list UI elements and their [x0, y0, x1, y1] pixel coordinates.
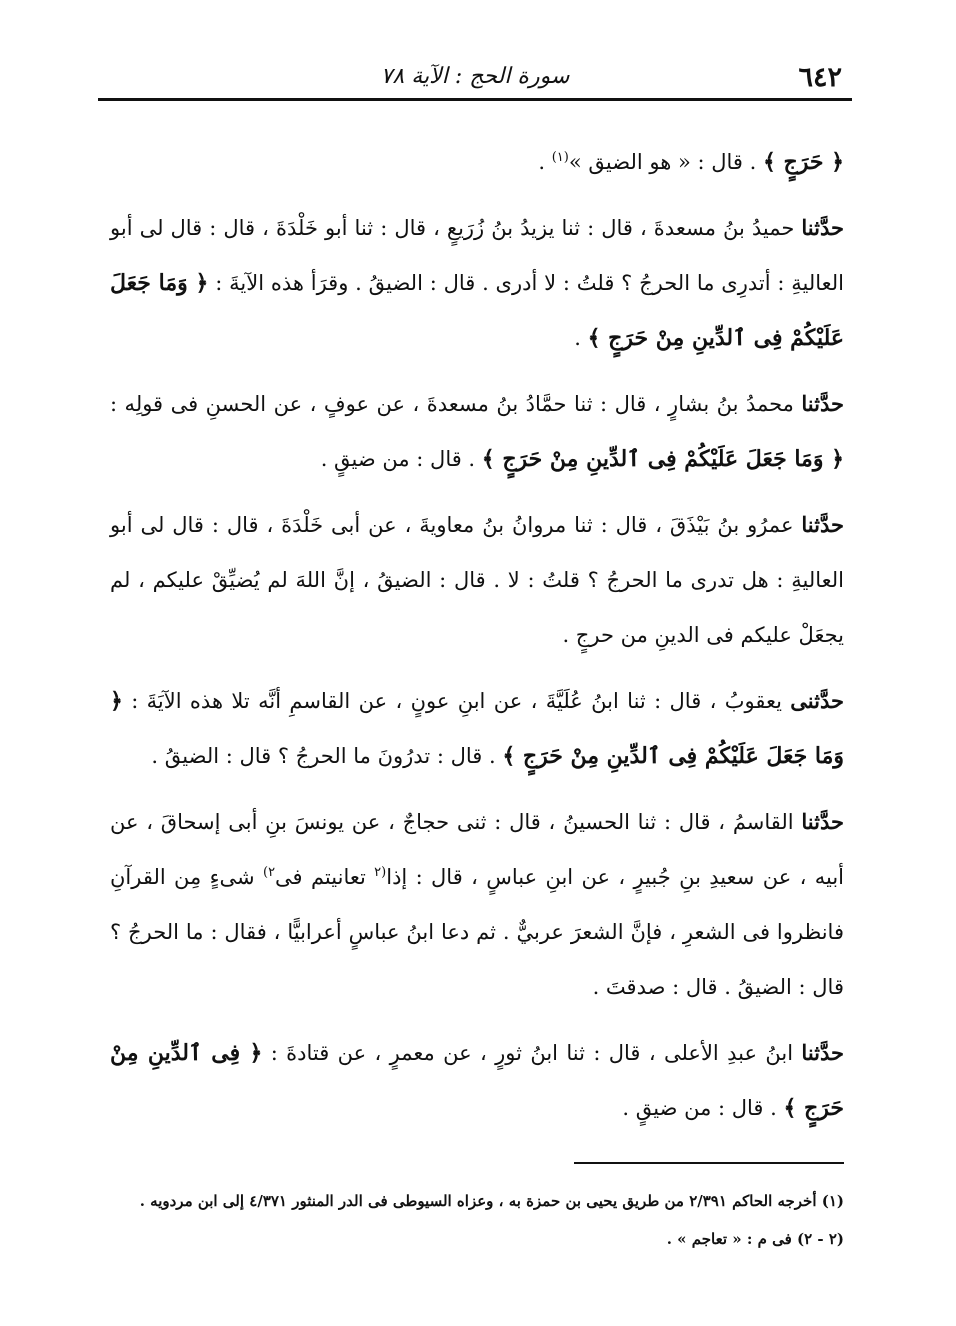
- paragraph-text: عمرُو بنُ بَيْذَقَ ، قال : ثنا مروانُ بنُ معاويةَ ، عن أبى خَلْدَةَ ، قال : قال لى أبو العاليةِ : هل تدرى ما الحرجُ ؟ قلتُ : لا . قال : الضيقُ ، إنَّ اللهَ لم يُضيِّقْ عليكم ، لم يجعَلْ عليكم فى الدينِ من حرجٍ .: [110, 513, 844, 647]
- paragraph-0: [110, 135, 844, 190]
- footnote-ref-2-start: (٢: [374, 865, 387, 880]
- quran-quote: ﴿ وَمَا جَعَلَ عَلَيْكُمْ فِى ٱلدِّينِ مِنْ حَرَجٍ ﴾: [110, 688, 844, 769]
- paragraph-text: حميدُ بنُ مسعدةَ ، قال : ثنا يزيدُ بنُ زُرَيعٍ ، قال : ثنا أبو خَلْدَةَ ، قال : قال لى أبو العاليةِ : أتدرِى ما الحرجُ ؟ قلتُ : لا أدرى . قال : الضيقُ . وقرَأ هذه الآيةَ :: [110, 216, 844, 295]
- footnote-ref-1: (١): [551, 150, 569, 165]
- running-title: سورة الحج : الآية ٧٨: [380, 64, 570, 89]
- paragraph-text-end: شىءٍ مِن القرآنِ فانظروا فى الشعرِ ، فإنَّ الشعرَ عربيٌّ . ثم دعا ابنُ عباسٍ أعرابيًّا ، فقال : ما الحرجُ ؟ قال : الضيقُ . قال : صدقتَ .: [110, 865, 844, 999]
- isnad-lead: حدَّثنا: [801, 391, 844, 416]
- paragraph-3: [110, 497, 844, 663]
- paragraph-2: [110, 376, 844, 487]
- footnote-2: (٢ - ٢) فى م : « تعاجم » .: [666, 1230, 844, 1248]
- paragraph-6: [110, 1025, 844, 1136]
- isnad-lead: حدَّثنا: [801, 1040, 845, 1065]
- paragraph-text-end: . قال : من ضيقٍ .: [320, 447, 482, 471]
- paragraph-text-end: . قال : تدرُونَ ما الحرجُ ؟ قال : الضيقُ .: [151, 744, 503, 768]
- isnad-lead: حدَّثنى: [790, 688, 844, 713]
- main-text: [110, 135, 844, 1136]
- paragraph-text-end: .: [574, 326, 588, 350]
- paragraph-text-end: .: [538, 150, 552, 174]
- paragraph-text: . قال : « هو الضيق »: [568, 150, 763, 174]
- paragraph-text: يعقوبُ ، قال : ثنا ابنُ عُلَيَّةَ ، عن ابنِ عونٍ ، عن القاسمِ أنَّه تلا هذه الآيَةَ :: [122, 689, 791, 713]
- isnad-lead: حدَّثنا: [801, 809, 844, 834]
- footnote-1: (١) أخرجه الحاكم ٢/٣٩١ من طريق يحيى بن حمزة به ، وعزاه السيوطى فى الدر المنثور ٤/٣٧١ إلى ابن مردويه .: [139, 1192, 844, 1210]
- quran-quote: ﴿ حَرَجٍ ﴾: [762, 149, 844, 175]
- page-header: [98, 62, 852, 101]
- quran-quote: ﴿ فِى ٱلدِّينِ مِنْ حَرَجٍ ﴾: [110, 1040, 844, 1121]
- isnad-lead: حدَّثنا: [801, 215, 844, 240]
- paragraph-5: [110, 794, 844, 1015]
- paragraph-text: القاسمُ ، قال : ثنا الحسينُ ، قال : ثنى حجاجٌ ، عن يونسَ بنِ أبى إسحاقَ ، عن أبيه ، عن سعيدِ بنِ جُبيرٍ ، عن ابنِ عباسٍ ، قال : إذا: [110, 810, 845, 889]
- paragraph-text: ابنُ عبدِ الأعلى ، قال : ثنا ابنُ ثورٍ ، عن معمرٍ ، عن قتادةَ :: [262, 1041, 802, 1065]
- footnote-divider: [574, 1162, 844, 1164]
- footnote-ref-2-end: ٢): [262, 865, 276, 880]
- paragraph-text-end: . قال : من ضيقٍ .: [622, 1096, 784, 1120]
- paragraph-4: [110, 673, 844, 784]
- paragraph-text: محمدُ بنُ بشارٍ ، قال : ثنا حمَّادُ بنُ مسعدةَ ، عن عوفٍ ، عن الحسنِ فى قولِه :: [110, 392, 802, 416]
- paragraph-text-mid: تعانيتم فى: [275, 865, 375, 889]
- isnad-lead: حدَّثنا: [801, 512, 844, 537]
- footnotes: [110, 1182, 844, 1258]
- paragraph-1: [110, 200, 844, 366]
- quran-quote: ﴿ وَمَا جَعَلَ عَلَيْكُمْ فِى ٱلدِّينِ مِنْ حَرَجٍ ﴾: [110, 270, 844, 351]
- page-number: ٦٤٢: [798, 62, 842, 93]
- quran-quote: ﴿ وَمَا جَعَلَ عَلَيْكُمْ فِى ٱلدِّينِ مِنْ حَرَجٍ ﴾: [481, 446, 844, 472]
